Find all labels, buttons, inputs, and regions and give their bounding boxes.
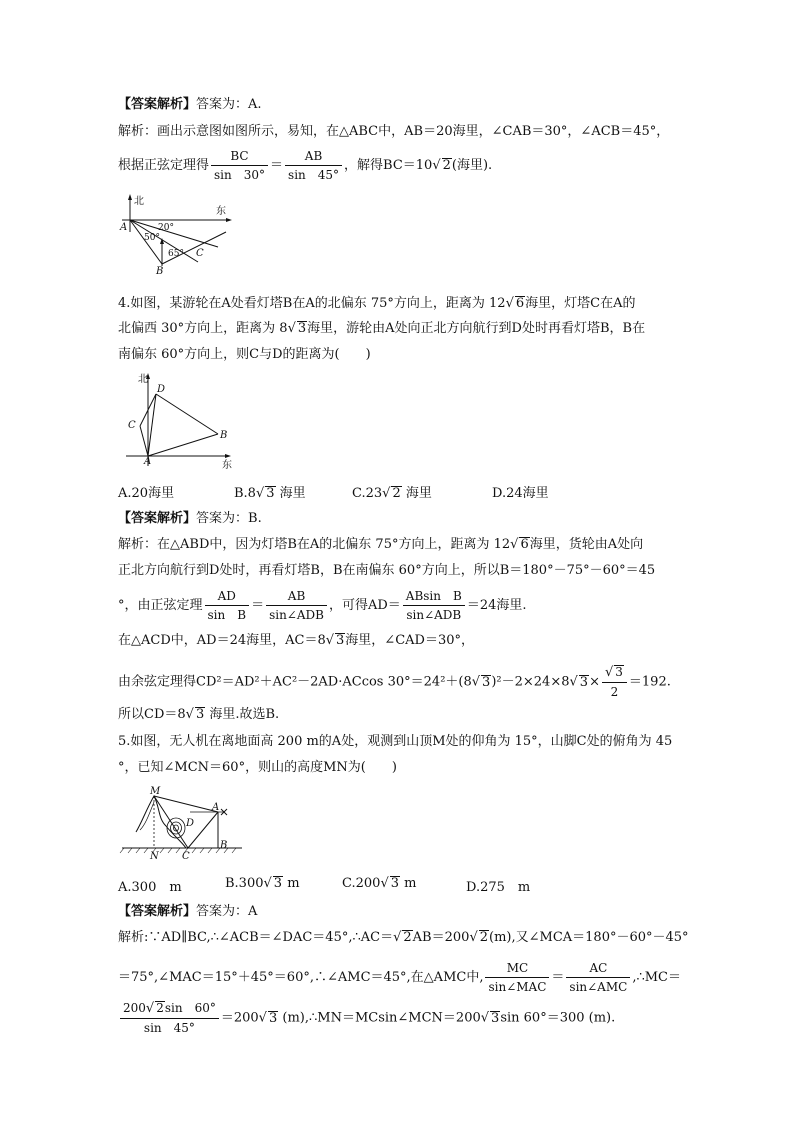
fraction xyxy=(205,588,250,623)
point-b-label: B xyxy=(156,266,164,277)
q4-analysis-line5 xyxy=(118,664,671,700)
q5-option-d: D.275 m xyxy=(466,880,531,895)
denominator: sin∠ADB xyxy=(406,608,462,622)
text: 在△ACD中，AD＝24海里，AC＝8 xyxy=(118,633,326,648)
point-c-label: C xyxy=(182,851,190,862)
text: ＝24海里. xyxy=(466,598,527,613)
numerator: ABsin B xyxy=(403,588,465,606)
north-label: 北 xyxy=(138,374,148,385)
sqrt-sign: √ xyxy=(604,665,614,680)
point-n-label: N xyxy=(150,851,159,862)
sqrt-sign: √ xyxy=(480,1010,490,1026)
text: m xyxy=(400,876,417,891)
text: 4.如图，某游轮在A处看灯塔B在A的北偏东 75°方向上，距离为 12 xyxy=(118,296,506,311)
radicand: 3 xyxy=(273,876,283,891)
sqrt-sign: √ xyxy=(325,633,335,648)
sqrt-sign: √ xyxy=(382,486,391,501)
point-a-label: A xyxy=(212,802,220,813)
q4-analysis-line4 xyxy=(118,633,474,649)
q5-analysis-line1 xyxy=(118,930,689,946)
fraction xyxy=(285,148,342,183)
answer-text: 答案为：A. xyxy=(196,97,262,112)
answer-header: 【答案解析】 xyxy=(118,511,197,526)
figure-2-lighthouse-diagram xyxy=(118,370,248,472)
point-c-label: C xyxy=(128,420,136,431)
radicand: 3 xyxy=(266,486,275,501)
answer-header: 【答案解析】 xyxy=(118,904,197,919)
point-a-label: A xyxy=(120,222,128,233)
fraction xyxy=(403,588,465,623)
text: )²－2×24×8 xyxy=(491,674,570,690)
point-d-label: D xyxy=(186,818,195,829)
fraction xyxy=(485,960,549,995)
text: 解析:∵AD∥BC,∴∠ACB＝∠DAC＝45°,∴AC＝ xyxy=(118,930,394,945)
radicand: 3 xyxy=(336,633,345,648)
q5-answer-line xyxy=(118,904,257,920)
q4-line3: 南偏东 60°方向上，则C与D的距离为( ) xyxy=(118,347,371,362)
numerator: BC xyxy=(211,148,268,166)
equals: ＝ xyxy=(551,970,565,985)
text: ，解得BC＝10 xyxy=(344,158,433,173)
q4-analysis-line3 xyxy=(118,588,527,623)
text: 由余弦定理得CD²＝AD²＋AC²－2AD·ACcos 30°＝24²＋(8 xyxy=(118,674,472,690)
text: ＝192. xyxy=(628,674,671,690)
sqrt-sign: √ xyxy=(258,1010,267,1026)
east-label: 东 xyxy=(222,460,232,471)
text: 所以CD＝8 xyxy=(118,707,186,722)
radicand: 3 xyxy=(579,674,589,690)
text: × xyxy=(589,674,600,690)
sqrt-sign: √ xyxy=(255,486,265,501)
answer-text: 答案为：B. xyxy=(196,511,262,526)
text: (海里). xyxy=(451,158,493,173)
numerator: AB xyxy=(285,148,342,166)
fraction xyxy=(211,148,268,183)
numerator xyxy=(120,1000,219,1019)
answer-text: 答案为：A xyxy=(196,904,258,919)
sqrt-sign: √ xyxy=(469,930,478,945)
q5-option-a: A.300 m xyxy=(118,880,182,895)
text: m xyxy=(283,876,300,891)
q4-line2 xyxy=(118,321,645,337)
radicand: 3 xyxy=(195,707,205,722)
denominator: sin 45° xyxy=(143,1021,195,1035)
q4-analysis-line1 xyxy=(118,537,643,553)
answer-header: 【答案解析】 xyxy=(118,97,197,112)
fraction xyxy=(602,664,627,700)
q4-option-b xyxy=(234,482,306,501)
q4-option-a: A.20海里 xyxy=(118,486,175,501)
radicand: 3 xyxy=(482,674,491,690)
fraction xyxy=(566,960,630,995)
point-m-label: M xyxy=(150,786,161,797)
text: 根据正弦定理得 xyxy=(118,158,210,173)
angle-50-label: 50° xyxy=(144,233,160,243)
numerator: AB xyxy=(266,588,327,606)
text: 海里，游轮由A处向正北方向航行到D处时再看灯塔B，B在 xyxy=(307,321,646,336)
q5-option-b xyxy=(225,876,300,891)
sqrt-sign: √ xyxy=(569,674,578,690)
radicand: 3 xyxy=(268,1010,278,1026)
text: ＝75°,∠MAC＝15°＋45°＝60°,∴∠AMC＝45°,在△AMC中, xyxy=(118,970,484,985)
denominator: sin∠AMC xyxy=(569,980,628,994)
q4-answer-line xyxy=(118,511,262,527)
q3-analysis-line1: 解析：画出示意图如图所示，易知，在△ABC中，AB＝20海里，∠CAB＝30°，∠ACB＝45°， xyxy=(118,124,670,139)
north-label: 北 xyxy=(134,196,144,207)
text: (m),∴MN＝MCsin∠MCN＝200 xyxy=(278,1010,481,1026)
text: 海里 xyxy=(275,486,306,501)
text: 解析：在△ABD中，因为灯塔B在A的北偏东 75°方向上，距离为 12 xyxy=(118,537,511,552)
angle-20-label: 20° xyxy=(158,223,174,233)
numerator: AD xyxy=(205,588,250,606)
radicand: 3 xyxy=(615,665,623,679)
text: ＝200 xyxy=(220,1010,259,1026)
sqrt-sign: √ xyxy=(145,1001,155,1016)
radicand: 3 xyxy=(297,321,307,336)
q5-option-c xyxy=(342,876,416,891)
point-d-label: D xyxy=(157,384,166,395)
denominator: sin∠ADB xyxy=(269,608,324,622)
text: 北偏西 30°方向上，距离为 8 xyxy=(118,321,288,336)
sqrt-sign: √ xyxy=(432,158,441,173)
q4-analysis-line6 xyxy=(118,707,279,723)
numerator: AC xyxy=(566,960,630,978)
q3-answer-line xyxy=(118,97,262,113)
denominator: 2 xyxy=(610,685,619,699)
radicand: 6 xyxy=(520,537,529,552)
sqrt-sign: √ xyxy=(510,537,519,552)
figure-3-drone-mountain-diagram xyxy=(118,782,248,862)
text: ,∴MC＝ xyxy=(632,970,681,985)
denominator: sin 45° xyxy=(288,168,340,182)
text: C.23 xyxy=(352,486,383,501)
text: 海里.故选B. xyxy=(205,707,280,722)
radicand: 3 xyxy=(390,876,400,891)
q4-option-d: D.24海里 xyxy=(492,486,549,501)
fraction xyxy=(120,1000,219,1036)
equals: ＝ xyxy=(270,158,284,173)
denominator: sin 30° xyxy=(214,168,266,182)
q5-line2: °，已知∠MCN＝60°，则山的高度MN为( ) xyxy=(118,760,397,775)
text: 海里 xyxy=(401,486,432,501)
radicand: 6 xyxy=(515,296,525,311)
text: 海里，灯塔C在A的 xyxy=(525,296,636,311)
numerator xyxy=(602,664,627,683)
q3-analysis-line2 xyxy=(118,148,492,183)
text: ，可得AD＝ xyxy=(328,598,401,613)
radicand: 2 xyxy=(403,930,412,945)
denominator: sin B xyxy=(207,608,247,622)
radicand: 2 xyxy=(392,486,401,501)
text: sin 60°＝300 (m). xyxy=(500,1010,616,1026)
radicand: 2 xyxy=(156,1001,164,1015)
point-b-label: B xyxy=(220,430,228,441)
q5-analysis-line3 xyxy=(118,1000,615,1036)
text: C.200 xyxy=(342,876,381,891)
sqrt-sign: √ xyxy=(185,707,194,722)
point-b-label: B xyxy=(220,840,228,851)
numerator: MC xyxy=(485,960,549,978)
q4-option-c xyxy=(352,482,432,501)
q4-line1 xyxy=(118,296,636,312)
sqrt-sign: √ xyxy=(263,876,272,891)
point-a-label: A xyxy=(144,456,152,467)
sqrt-sign: √ xyxy=(393,930,402,945)
denominator: sin∠MAC xyxy=(488,980,547,994)
sqrt-sign: √ xyxy=(380,876,389,891)
radicand: 2 xyxy=(442,158,451,173)
sqrt-sign: √ xyxy=(505,296,514,311)
text: (m),又∠MCA＝180°－60°－45° xyxy=(489,930,689,945)
equals: ＝ xyxy=(251,598,265,613)
sqrt-sign: √ xyxy=(287,321,296,336)
text: B.8 xyxy=(234,486,256,501)
text: sin 60° xyxy=(164,1001,216,1015)
q5-analysis-line2 xyxy=(118,960,681,995)
text: 200 xyxy=(123,1001,146,1015)
text: °，由正弦定理 xyxy=(118,598,203,613)
q5-line1: 5.如图，无人机在离地面高 200 m的A处，观测到山顶M处的仰角为 15°，山脚C处的俯角为 45 xyxy=(118,734,673,749)
figure-1-bearing-diagram xyxy=(118,192,248,282)
radicand: 2 xyxy=(479,930,489,945)
east-label: 东 xyxy=(216,206,226,217)
text: 海里，货轮由A处向 xyxy=(529,537,644,552)
fraction xyxy=(266,588,327,623)
text: 海里，∠CAD＝30°， xyxy=(345,633,474,648)
radicand: 3 xyxy=(491,1010,500,1026)
sqrt-sign: √ xyxy=(471,674,481,690)
text: B.300 xyxy=(225,876,264,891)
text: AB＝200 xyxy=(412,930,470,945)
q4-analysis-line2: 正北方向航行到D处时，再看灯塔B，B在南偏东 60°方向上，所以B＝180°－75°－60°＝45 xyxy=(118,563,656,578)
angle-65-label: 65° xyxy=(168,249,184,259)
point-c-label: C xyxy=(196,248,204,259)
